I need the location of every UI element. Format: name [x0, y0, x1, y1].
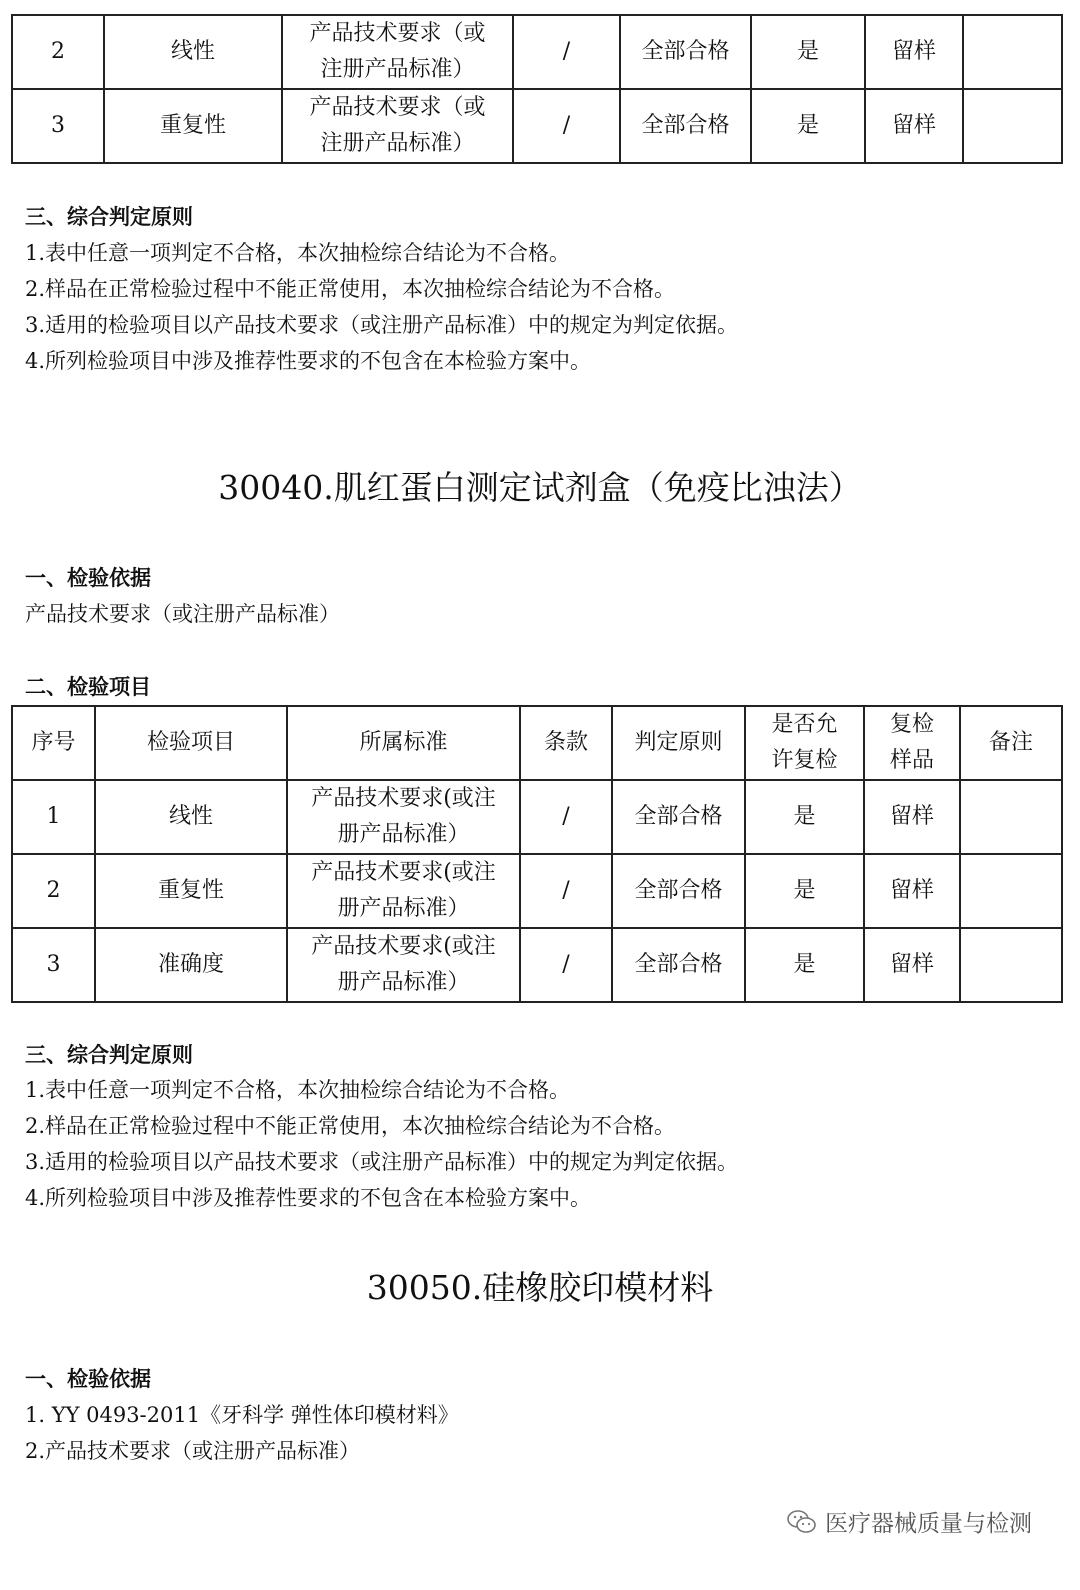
inspection-item: 重复性 — [104, 89, 282, 163]
sample-cell: 留样 — [864, 854, 960, 928]
clause-cell: / — [513, 89, 620, 163]
sample-cell: 留样 — [865, 89, 963, 163]
header-standard: 所属标准 — [287, 706, 520, 780]
principle-cell: 全部合格 — [612, 780, 745, 854]
standard-cell: 产品技术要求（或 注册产品标准） — [282, 15, 513, 89]
sample-cell: 留样 — [865, 15, 963, 89]
header-no: 序号 — [12, 706, 95, 780]
remark-cell — [963, 15, 1062, 89]
judgement-line: 2.样品在正常检验过程中不能正常使用，本次抽检综合结论为不合格。 — [25, 1114, 676, 1138]
clause-cell: / — [520, 928, 612, 1002]
clause-cell: / — [513, 15, 620, 89]
row-number: 1 — [12, 780, 95, 854]
remark-cell — [960, 854, 1062, 928]
row-number: 2 — [12, 15, 104, 89]
inspection-item: 线性 — [95, 780, 287, 854]
standard-cell: 产品技术要求(或注 册产品标准） — [287, 928, 520, 1002]
header-recheck: 是否允 许复检 — [745, 706, 864, 780]
standard-cell: 产品技术要求（或 注册产品标准） — [282, 89, 513, 163]
row-number: 2 — [12, 854, 95, 928]
basis-heading: 一、检验依据 — [25, 566, 151, 590]
judgement-line: 4.所列检验项目中涉及推荐性要求的不包含在本检验方案中。 — [25, 349, 592, 373]
judgement-line: 1.表中任意一项判定不合格，本次抽检综合结论为不合格。 — [25, 1078, 571, 1102]
clause-cell: / — [520, 780, 612, 854]
header-clause: 条款 — [520, 706, 612, 780]
table-row — [12, 780, 1062, 854]
wechat-icon — [787, 1509, 817, 1535]
table-row — [12, 928, 1062, 1002]
judgement-line: 2.样品在正常检验过程中不能正常使用，本次抽检综合结论为不合格。 — [25, 277, 676, 301]
table-row — [12, 15, 1062, 89]
principle-cell: 全部合格 — [612, 854, 745, 928]
table-row — [12, 854, 1062, 928]
inspection-item: 准确度 — [95, 928, 287, 1002]
continued-inspection-table — [11, 14, 1063, 164]
table-header-row — [12, 706, 1062, 780]
judgement-heading: 三、综合判定原则 — [25, 205, 193, 229]
judgement-heading: 三、综合判定原则 — [25, 1043, 193, 1067]
watermark-text: 医疗器械质量与检测 — [825, 1511, 1032, 1537]
principle-cell: 全部合格 — [612, 928, 745, 1002]
header-sample: 复检 样品 — [864, 706, 960, 780]
judgement-line: 3.适用的检验项目以产品技术要求（或注册产品标准）中的规定为判定依据。 — [25, 313, 739, 337]
basis-heading: 一、检验依据 — [25, 1367, 151, 1391]
product-title: 30050.硅橡胶印模材料 — [366, 1268, 714, 1307]
recheck-cell: 是 — [751, 89, 865, 163]
basis-line: 2.产品技术要求（或注册产品标准） — [25, 1439, 361, 1463]
standard-cell: 产品技术要求(或注 册产品标准） — [287, 854, 520, 928]
basis-line: 1. YY 0493-2011《牙科学 弹性体印模材料》 — [25, 1403, 459, 1427]
inspection-item: 线性 — [104, 15, 282, 89]
header-remark: 备注 — [960, 706, 1062, 780]
principle-cell: 全部合格 — [620, 15, 751, 89]
sample-cell: 留样 — [864, 928, 960, 1002]
recheck-cell: 是 — [745, 780, 864, 854]
product-title: 30040.肌红蛋白测定试剂盒（免疫比浊法） — [218, 468, 862, 507]
judgement-line: 1.表中任意一项判定不合格，本次抽检综合结论为不合格。 — [25, 241, 571, 265]
basis-line: 产品技术要求（或注册产品标准） — [25, 602, 340, 626]
clause-cell: / — [520, 854, 612, 928]
recheck-cell: 是 — [745, 928, 864, 1002]
remark-cell — [960, 928, 1062, 1002]
recheck-cell: 是 — [745, 854, 864, 928]
judgement-line: 3.适用的检验项目以产品技术要求（或注册产品标准）中的规定为判定依据。 — [25, 1150, 739, 1174]
header-item: 检验项目 — [95, 706, 287, 780]
remark-cell — [960, 780, 1062, 854]
items-heading: 二、检验项目 — [25, 675, 151, 699]
inspection-items-table — [11, 705, 1063, 1003]
watermark — [787, 1505, 1032, 1538]
judgement-line: 4.所列检验项目中涉及推荐性要求的不包含在本检验方案中。 — [25, 1186, 592, 1210]
standard-cell: 产品技术要求(或注 册产品标准） — [287, 780, 520, 854]
remark-cell — [963, 89, 1062, 163]
sample-cell: 留样 — [864, 780, 960, 854]
row-number: 3 — [12, 928, 95, 1002]
recheck-cell: 是 — [751, 15, 865, 89]
principle-cell: 全部合格 — [620, 89, 751, 163]
header-principle: 判定原则 — [612, 706, 745, 780]
table-row — [12, 89, 1062, 163]
row-number: 3 — [12, 89, 104, 163]
inspection-item: 重复性 — [95, 854, 287, 928]
